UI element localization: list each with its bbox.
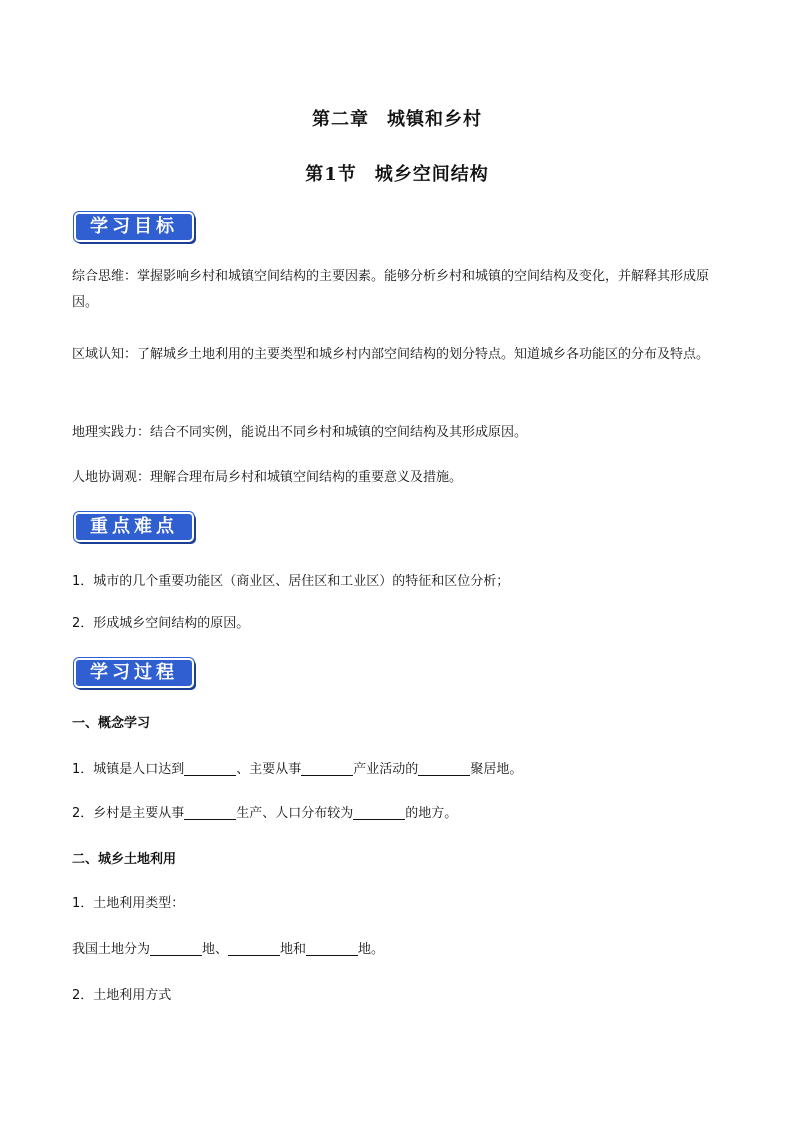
fill-blank[interactable] <box>228 941 280 956</box>
question-text: 生产、人口分布较为 <box>236 806 354 821</box>
fill-blank[interactable] <box>184 805 236 820</box>
question-text: 地和 <box>280 942 307 957</box>
fill-blank[interactable] <box>301 761 353 776</box>
objective-item: 地理实践力：结合不同实例，能说出不同乡村和城镇的空间结构及其形成原因。 <box>72 425 528 440</box>
fill-blank[interactable] <box>353 805 405 820</box>
land-use-item-1: 1．土地利用类型： <box>72 896 185 911</box>
section-label: 第1节 <box>305 164 357 185</box>
question-text: 1．城镇是人口达到 <box>72 762 185 777</box>
key-point-item: 1．城市的几个重要功能区（商业区、居住区和工业区）的特征和区位分析； <box>72 574 510 589</box>
fill-blank[interactable] <box>150 941 202 956</box>
key-point-item: 2．形成城乡空间结构的原因。 <box>72 616 250 631</box>
fill-blank[interactable] <box>306 941 358 956</box>
objective-item: 区域认知：了解城乡土地利用的主要类型和城乡村内部空间结构的划分特点。知道城乡各功能区的分布及特点。 <box>72 347 710 362</box>
question-text: 的地方。 <box>405 806 458 821</box>
section-heading-land-use: 二、城乡土地利用 <box>72 852 177 867</box>
section-heading-concepts: 一、概念学习 <box>72 716 151 731</box>
question-text: 产业活动的 <box>353 762 419 777</box>
chapter-label: 第二章 <box>312 109 369 130</box>
question-text: 聚居地。 <box>470 762 523 777</box>
section-title <box>0 160 794 186</box>
chapter-title <box>0 105 794 131</box>
section-name: 城乡空间结构 <box>374 164 489 185</box>
question-2 <box>72 804 457 824</box>
question-text: 、主要从事 <box>236 762 302 777</box>
land-types-question <box>72 940 384 960</box>
objectives-badge: 学习目标 <box>74 212 194 242</box>
question-text: 我国土地分为 <box>72 942 151 957</box>
chapter-name: 城镇和乡村 <box>387 109 482 130</box>
land-use-item-2: 2．土地利用方式 <box>72 988 172 1003</box>
question-text: 地、 <box>202 942 229 957</box>
key-points-badge: 重点难点 <box>74 512 194 542</box>
question-text: 地。 <box>358 942 385 957</box>
fill-blank[interactable] <box>418 761 470 776</box>
question-1 <box>72 760 522 780</box>
fill-blank[interactable] <box>184 761 236 776</box>
question-text: 2．乡村是主要从事 <box>72 806 185 821</box>
process-badge: 学习过程 <box>74 658 194 688</box>
objective-item: 人地协调观：理解合理布局乡村和城镇空间结构的重要意义及措施。 <box>72 470 463 485</box>
objective-item: 综合思维：掌握影响乡村和城镇空间结构的主要因素。能够分析乡村和城镇的空间结构及变化，并解释其形成原因。 <box>72 269 710 310</box>
